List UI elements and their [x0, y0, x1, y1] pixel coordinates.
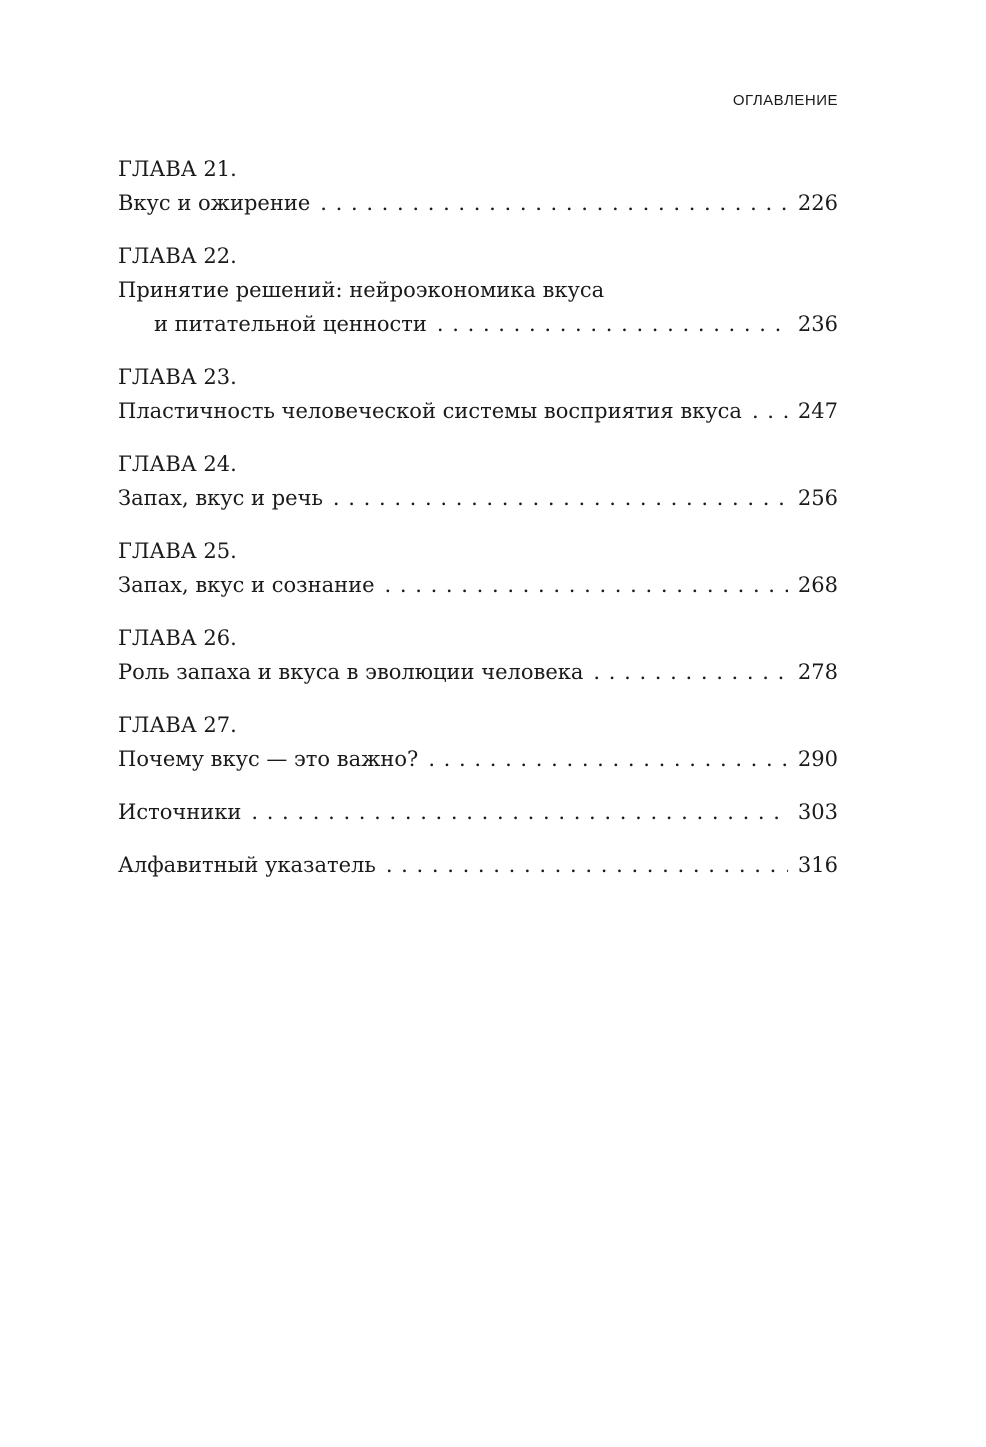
chapter-label: ГЛАВА 27.: [118, 713, 237, 737]
page-number: 247: [797, 399, 838, 423]
chapter-title-continuation: и питательной ценности: [154, 312, 427, 336]
chapter-label: ГЛАВА 26.: [118, 626, 237, 650]
toc-line: [118, 394, 838, 428]
toc-entry-chapter-26[interactable]: [118, 621, 838, 689]
toc-entry-sources[interactable]: [118, 795, 838, 829]
chapter-title: Запах, вкус и речь: [118, 486, 323, 510]
toc-line: [118, 848, 838, 882]
chapter-title: Пластичность человеческой системы восприятия вкуса: [118, 399, 742, 423]
dot-leader: [593, 655, 788, 689]
chapter-label: ГЛАВА 25.: [118, 539, 237, 563]
running-head: ОГЛАВЛЕНИЕ: [732, 92, 838, 109]
dot-leader: [386, 848, 788, 882]
section-title: Алфавитный указатель: [118, 853, 376, 877]
toc-entry-chapter-22[interactable]: [118, 239, 838, 341]
chapter-label: ГЛАВА 24.: [118, 452, 237, 476]
dot-leader: [428, 742, 788, 776]
chapter-title: Принятие решений: нейроэкономика вкуса: [118, 278, 605, 302]
page-number: 290: [797, 747, 838, 771]
toc-entry-chapter-21[interactable]: [118, 152, 838, 220]
page-number: 268: [797, 573, 838, 597]
dot-leader: [333, 481, 788, 515]
dot-leader: [385, 568, 788, 602]
chapter-title: Вкус и ожирение: [118, 191, 311, 215]
page-number: 236: [797, 312, 838, 336]
chapter-label: ГЛАВА 22.: [118, 244, 237, 268]
page-number: 256: [797, 486, 838, 510]
toc-line: [118, 795, 838, 829]
chapter-title: Почему вкус — это важно?: [118, 747, 419, 771]
page-number: 303: [797, 800, 838, 824]
table-of-contents: [118, 152, 838, 901]
toc-entry-chapter-27[interactable]: [118, 708, 838, 776]
dot-leader: [251, 795, 788, 829]
page-number: 278: [797, 660, 838, 684]
chapter-label: ГЛАВА 23.: [118, 365, 237, 389]
toc-line: [118, 655, 838, 689]
toc-line: [118, 186, 838, 220]
section-title: Источники: [118, 800, 242, 824]
toc-line: [118, 568, 838, 602]
dot-leader: [437, 307, 788, 341]
dot-leader: [752, 394, 788, 428]
page-number: 226: [797, 191, 838, 215]
chapter-label: ГЛАВА 21.: [118, 157, 237, 181]
chapter-title: Запах, вкус и сознание: [118, 573, 375, 597]
toc-line: [118, 481, 838, 515]
toc-line: [118, 307, 838, 341]
toc-entry-chapter-25[interactable]: [118, 534, 838, 602]
page-number: 316: [797, 853, 838, 877]
chapter-title: Роль запаха и вкуса в эволюции человека: [118, 660, 584, 684]
toc-entry-chapter-24[interactable]: [118, 447, 838, 515]
toc-entry-index[interactable]: [118, 848, 838, 882]
dot-leader: [320, 186, 788, 220]
toc-line: [118, 742, 838, 776]
toc-entry-chapter-23[interactable]: [118, 360, 838, 428]
